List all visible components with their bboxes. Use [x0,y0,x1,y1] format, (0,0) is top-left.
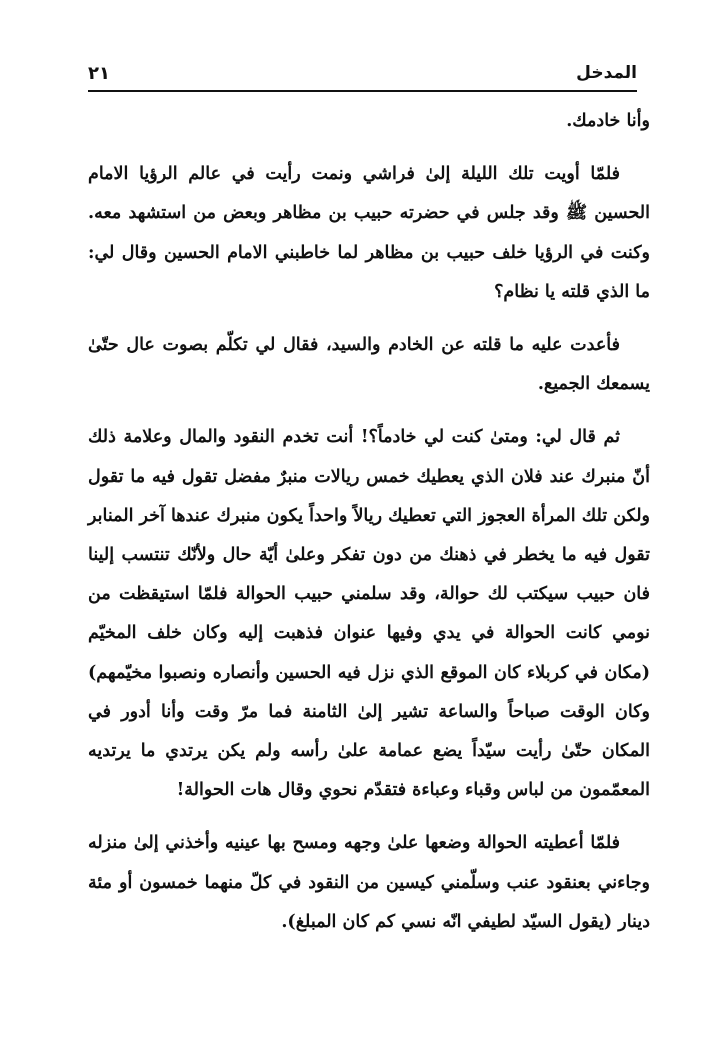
page-body [88,102,650,942]
paragraph: وأنا خادمك. [566,111,650,131]
paragraph: فلمّا أويت تلك الليلة إلىٰ فراشي ونمت رأيت في عالم الرؤيا الامام الحسين ﷺ وقد جلس في حضرته حبيب بن مظاهر وبعض من استشهد معه. وكنت في الرؤيا خلف حبيب بن مظاهر لما خاطبني الامام الحسين وقال لي: ما الذي قلته يا نظام؟ [88,164,650,302]
paragraph: ثم قال لي: ومتىٰ كنت لي خادماً؟! أنت تخدم النقود والمال وعلامة ذلك أنّ منبرك عند فلان الذي يعطيك خمس ريالات منبرٌ مفضل تقول فيه ما تقول ولكن تلك المرأة العجوز التي تعطيك ريالاً واحداً يكون منبرك عندها آخر المنابر تقول فيه ما يخطر في ذهنك من دون تفكر وعلىٰ أيّة حال ولأنّك تنتسب إلينا فان حبيب سيكتب لك حوالة، وقد سلمني حبيب الحوالة فلمّا استيقظت من نومي كانت الحوالة في يدي وفيها عنوان فذهبت إليه وكان خلف المخيّم (مكان في كربلاء كان الموقع الذي نزل فيه الحسين وأنصاره ونصبوا مخيّمهم) وكان الوقت صباحاً والساعة تشير إلىٰ الثامنة فما مرّ وقت وأنا أدور في المكان حتّىٰ رأيت سيّداً يضع عمامة علىٰ رأسه ولم يكن يرتدي ما يرتديه المعمّمون من لباس وقباء وعباءة فتقدّم نحوي وقال هات الحوالة! [88,427,650,801]
paragraph: فأعدت عليه ما قلته عن الخادم والسيد، فقال لي تكلّم بصوت عال حتّىٰ يسمعك الجميع. [88,335,650,395]
paragraph: فلمّا أعطيته الحوالة وضعها علىٰ وجهه ومسح بها عينيه وأخذني إلىٰ منزله وجاءني بعنقود عنب وسلّمني كيسين من النقود في كلّ منهما خمسون أو مئة دينار (يقول السيّد لطيفي انّه نسي كم كان المبلغ). [88,833,650,932]
page-header [88,56,637,92]
section-title: المدخل [576,63,637,83]
page-number: ٢١ [88,62,110,84]
